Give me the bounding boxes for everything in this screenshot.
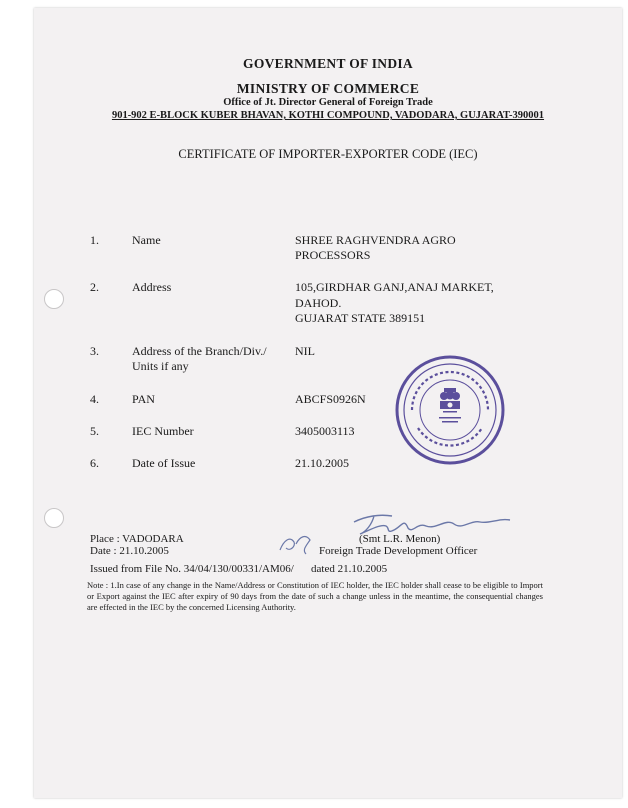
field-label-name: Name <box>132 233 161 247</box>
field-label-pan: PAN <box>132 392 155 406</box>
name-word: SHREE <box>295 233 334 247</box>
officer-title: Foreign Trade Development Officer <box>319 545 478 557</box>
field-number: 1. <box>90 233 99 247</box>
name-line-2: PROCESSORS <box>295 248 371 262</box>
field-label-address: Address <box>132 280 172 294</box>
field-value-name <box>295 233 529 263</box>
footer-date: Date : 21.10.2005 <box>90 545 169 557</box>
punch-hole-upper <box>44 289 64 309</box>
field-number: 5. <box>90 424 99 438</box>
punch-hole-lower <box>44 508 64 528</box>
branch-label-line: Units if any <box>132 359 189 373</box>
officer-name: (Smt L.R. Menon) <box>359 533 441 545</box>
field-value-iec: 3405003113 <box>295 424 355 438</box>
name-word: AGRO <box>421 233 456 247</box>
address-line: GUJARAT STATE 389151 <box>295 311 426 325</box>
issued-from-file: Issued from File No. 34/04/130/00331/AM06/ <box>90 563 294 575</box>
branch-label-line: Address of the Branch/Div./ <box>132 344 267 358</box>
field-number: 3. <box>90 344 99 358</box>
header-ministry: MINISTRY OF COMMERCE <box>236 81 420 96</box>
field-value-pan: ABCFS0926N <box>295 392 366 406</box>
field-label-branch <box>132 344 267 374</box>
certificate-note: Note : 1.In case of any change in the Name/Address or Constitution of IEC holder, the IEC holder shall cease to be eligible to Import or Export against the IEC after expiry of 90 days from the date of such a change unless in the meantime, the consequential changes are effected in the IEC by the concerned Licensing Authority. <box>87 580 543 612</box>
header-office: Office of Jt. Director General of Foreign Trade <box>223 97 433 108</box>
issued-dated: dated 21.10.2005 <box>311 563 388 575</box>
field-number: 6. <box>90 456 99 470</box>
official-seal-stamp <box>394 354 506 466</box>
field-value-date-of-issue: 21.10.2005 <box>295 456 349 470</box>
header-address: 901-902 E-BLOCK KUBER BHAVAN, KOTHI COMPOUND, VADODARA, GUJARAT-390001 <box>111 110 545 121</box>
field-number: 4. <box>90 392 99 406</box>
field-label-iec: IEC Number <box>132 424 194 438</box>
field-label-date-of-issue: Date of Issue <box>132 456 196 470</box>
name-word: RAGHVENDRA <box>336 233 420 247</box>
handwritten-initials <box>276 530 314 558</box>
place-of-issue: Place : VADODARA <box>90 533 184 545</box>
field-number: 2. <box>90 280 99 294</box>
address-line: DAHOD. <box>295 295 342 310</box>
address-line: 105,GIRDHAR GANJ,ANAJ MARKET, <box>295 280 494 294</box>
certificate-title: CERTIFICATE OF IMPORTER-EXPORTER CODE (IEC) <box>178 147 478 161</box>
field-value-branch: NIL <box>295 344 315 358</box>
field-value-address <box>295 280 494 327</box>
header-government: GOVERNMENT OF INDIA <box>243 56 413 71</box>
